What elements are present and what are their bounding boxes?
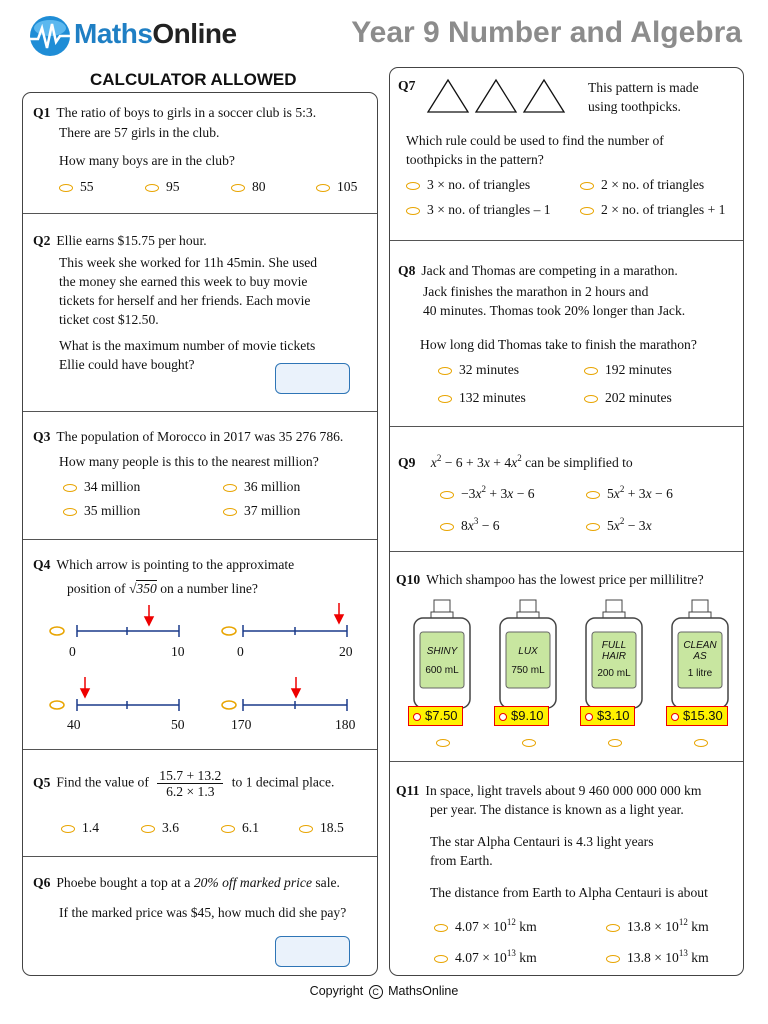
q4-option-4[interactable] — [222, 701, 236, 709]
shampoo-bottle — [584, 598, 644, 748]
footer — [0, 984, 768, 999]
q4-option-1[interactable] — [50, 627, 64, 635]
q4-line4-start: 170 — [231, 717, 252, 732]
q7-num: Q7 — [398, 78, 416, 93]
q4-option-3[interactable] — [50, 701, 64, 709]
q7-option-3[interactable]: 3 × no. of triangles – 1 — [406, 201, 551, 219]
toothpick-triangles — [426, 76, 566, 116]
bottle-volume: 200 mL — [597, 668, 631, 679]
bottle-name: CLEAN AS — [683, 640, 717, 662]
right-column: Q7 This pattern is made using toothpicks. Which rule could be used to find the number of toothpicks in the pattern? 3 × no. of triangles 2 × no. of triangles 3 × no. of triangles – 1 2 × no. of triangles + 1 Q8 Jack and Thomas are competing in a marathon. Jack finishes the marathon in 2 hours and 40 minutes. Thomas took 20% longer than Jack. How long did Thomas take to finish the marathon? 32 minutes 192 minutes 132 minutes 202 minutes Q9 $x^2 - 6 + 3x + 4x^2$ can be simplified to $-3x^2 + 3x - 6$ $5x^2 + 3x - 6$ $8x^3 - 6$ $5x^2 - 3x$ Q10 Which shampoo has the lowest price per millilitre? SHINY 600 mL $7.50 LUX 750 mL $9.10 FULL HAIR 200 mL $3.10 CLEAN AS 1 litre $15.30 Q11 In space, light travels about 9 460 000 000 000 km per year. The distance is known as a light year. The star Alpha Centauri is 4.3 light years from Earth. The distance from Earth to Alpha Centauri is about $4.07 \times 10^{12}$ km $13.8 \times 10^{12}$ km $4.07 \times 10^{13}$ km $13.8 \times 10^{13}$ km — [389, 67, 744, 976]
q9-option-1[interactable]: $-3x^2 + 3x - 6$ — [440, 480, 535, 503]
q3-option-3[interactable]: 35 million — [63, 502, 140, 520]
q5-option-4[interactable]: 18.5 — [299, 819, 344, 837]
q9-text: Q9 $x^2 - 6 + 3x + 4x^2$ can be simplified to — [398, 453, 633, 470]
shampoo-bottle — [670, 598, 730, 748]
calculator-heading: CALCULATOR ALLOWED — [90, 70, 297, 89]
q6-answer-input[interactable] — [275, 936, 350, 967]
q9-option-2[interactable]: $5x^2 + 3x - 6$ — [586, 480, 673, 503]
price-tag: $3.10 — [580, 706, 635, 726]
price-tag: $9.10 — [494, 706, 549, 726]
q1-text: Q1 The ratio of boys to girls in a soccer club is 5:3. — [33, 105, 317, 120]
q5-option-2[interactable]: 3.6 — [141, 819, 179, 837]
q4-line1-start: 0 — [69, 644, 76, 659]
q4-option-2[interactable] — [222, 627, 236, 635]
q6-text: Q6 Phoebe bought a top at a 20% off marked price sale. — [33, 875, 340, 890]
q4-line4-end: 180 — [335, 717, 356, 732]
q9-option-4[interactable]: $5x^2 - 3x$ — [586, 512, 652, 535]
logo-icon — [28, 14, 72, 58]
bottle-volume: 750 mL — [511, 665, 545, 676]
q8-option-2[interactable]: 192 minutes — [584, 361, 672, 379]
bottle-volume: 1 litre — [687, 668, 713, 679]
bottle-name: LUX — [518, 646, 538, 657]
q3-option-2[interactable]: 36 million — [223, 478, 300, 496]
q5-text: Q5 Find the value of $\frac{15.7 + 13.2}{6.2 \times 1.3}$ to 1 decimal place. — [33, 768, 335, 799]
shampoo-bottles — [408, 598, 738, 748]
bottle-name: SHINY — [426, 646, 458, 657]
price-tag: $7.50 — [408, 706, 463, 726]
q3-text: Q3 The population of Morocco in 2017 was 35 276 786. — [33, 429, 344, 444]
copyright-icon: C — [369, 985, 383, 999]
q9-expression: $x^2 - 6 + 3x + 4x^2$ — [430, 453, 522, 470]
q4-line2-end: 20 — [339, 644, 353, 659]
logo-maths: Maths — [74, 18, 153, 49]
q9-option-3[interactable]: $8x^3 - 6$ — [440, 512, 500, 535]
q8-option-3[interactable]: 132 minutes — [438, 389, 526, 407]
q4-line2-start: 0 — [237, 644, 244, 659]
shampoo-bottle — [498, 598, 558, 748]
q11-option-3[interactable]: $4.07 \times 10^{13}$ km — [434, 944, 537, 967]
q10-option-2[interactable] — [522, 739, 536, 747]
q4-line3-start: 40 — [67, 717, 81, 732]
q4-line1-end: 10 — [171, 644, 185, 659]
q1-option-1[interactable]: 55 — [59, 178, 94, 196]
footer-copyright: Copyright — [309, 984, 364, 998]
q5-option-1[interactable]: 1.4 — [61, 819, 99, 837]
q10-option-3[interactable] — [608, 739, 622, 747]
price-tag: $15.30 — [666, 706, 728, 726]
q5-option-3[interactable]: 6.1 — [221, 819, 259, 837]
page-title: Year 9 Number and Algebra — [351, 16, 742, 49]
q7-option-2[interactable]: 2 × no. of triangles — [580, 176, 704, 194]
footer-brand: MathsOnline — [388, 984, 459, 998]
q7-option-1[interactable]: 3 × no. of triangles — [406, 176, 530, 194]
q11-text: Q11 In space, light travels about 9 460 000 000 000 km — [396, 783, 702, 798]
q8-option-1[interactable]: 32 minutes — [438, 361, 519, 379]
q2-text: Q2 Ellie earns $15.75 per hour. — [33, 233, 207, 248]
q11-option-4[interactable]: $13.8 \times 10^{13}$ km — [606, 944, 709, 967]
q8-option-4[interactable]: 202 minutes — [584, 389, 672, 407]
q11-option-2[interactable]: $13.8 \times 10^{12}$ km — [606, 913, 709, 936]
q7-option-4[interactable]: 2 × no. of triangles + 1 — [580, 201, 725, 219]
q10-text: Q10 Which shampoo has the lowest price per millilitre? — [396, 572, 704, 587]
q3-option-1[interactable]: 34 million — [63, 478, 140, 496]
q1-option-2[interactable]: 95 — [145, 178, 180, 196]
logo-online: Online — [152, 18, 237, 49]
q10-option-1[interactable] — [436, 739, 450, 747]
q1-option-3[interactable]: 80 — [231, 178, 266, 196]
q4-line3-end: 50 — [171, 717, 185, 732]
q11-option-1[interactable]: $4.07 \times 10^{12}$ km — [434, 913, 537, 936]
left-column: Q1 The ratio of boys to girls in a soccer club is 5:3. There are 57 girls in the club. How many boys are in the club? 55 95 80 105 Q2 Ellie earns $15.75 per hour. This week she worked for 11h 45min. She used the money she earned this week to buy movie tickets for herself and her friends. Each movie ticket cost $12.50. What is the maximum number of movie tickets Ellie could have bought? Q3 The population of Morocco in 2017 was 35 276 786. How many people is this to the nearest million? 34 million 36 million 35 million 37 million Q4 Which arrow is pointing to the approximate position of √350 on a number line? 0 10 0 20 40 50 170 180 Q5 Find the value of $\frac{15.7 + 13.2}{6.2 \times 1.3}$ to 1 decimal place. 1.4 3.6 6.1 18.5 Q6 Phoebe bought a top at a 20% off marked price sale. If the marked price was $45, how much did she pay? — [22, 92, 378, 976]
bottle-name: FULL HAIR — [601, 640, 627, 662]
q8-text: Q8 Jack and Thomas are competing in a marathon. — [398, 263, 678, 278]
q2-answer-input[interactable] — [275, 363, 350, 394]
shampoo-bottle — [412, 598, 472, 748]
q1-option-4[interactable]: 105 — [316, 178, 357, 196]
bottle-volume: 600 mL — [425, 665, 459, 676]
q4-text: Q4 Which arrow is pointing to the approximate — [33, 557, 295, 572]
logo — [28, 14, 248, 58]
q5-fraction: $\frac{15.7 + 13.2}{6.2 \times 1.3}$ — [159, 768, 222, 799]
sqrt-symbol: √ — [128, 581, 137, 596]
q10-option-4[interactable] — [694, 739, 708, 747]
q3-option-4[interactable]: 37 million — [223, 502, 300, 520]
